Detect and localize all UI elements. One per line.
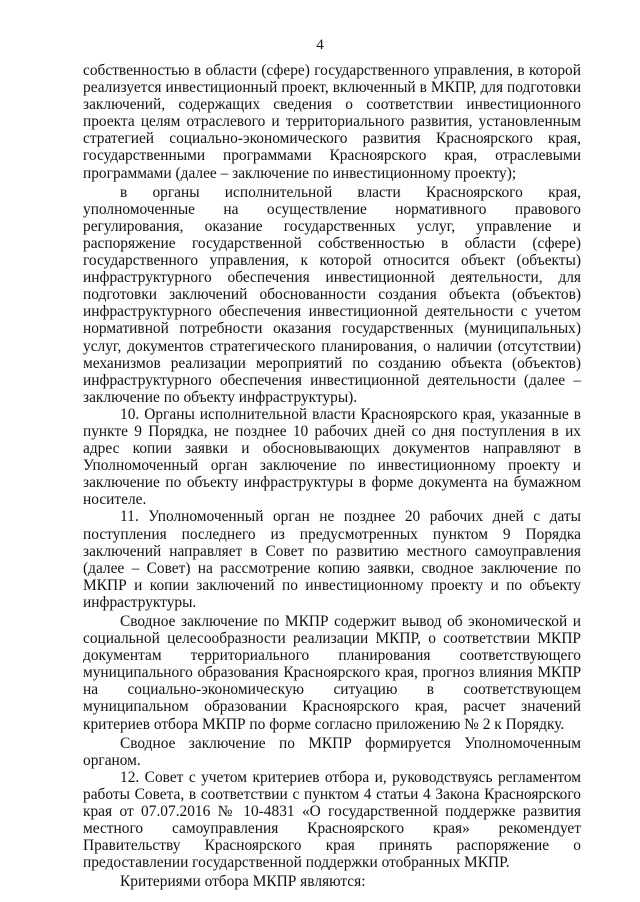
document-body	[83, 62, 581, 891]
paragraph-executive-bodies: в органы исполнительной власти Красноярского края, уполномоченные на осуществление нормативного правового регулирования, оказание государственных услуг, управление и распоряжение государственной собственностью в области (сфере) государственного управления, к которой относится объект (объекты) инфраструктурного обеспечения инвестиционной деятельности, для подготовки заключений обоснованности создания объекта (объектов) инфраструктурного обеспечения инвестиционной деятельности с учетом нормативной потребности оказания государственных (муниципальных) услуг, документов стратегического планирования, о наличии (отсутствии) механизмов реализации мероприятий по созданию объекта (объектов) инфраструктурного обеспечения инвестиционной деятельности (далее – заключение по объекту инфраструктуры).	[83, 183, 581, 406]
paragraph-clause-10: 10. Органы исполнительной власти Красноярского края, указанные в пункте 9 Порядка, не позднее 10 рабочих дней со дня поступления в их адрес копии заявки и обосновывающих документов направляют в Уполномоченный орган заключение по инвестиционному проекту и заключение по объекту инфраструктуры в форме документа на бумажном носителе.	[83, 405, 581, 509]
paragraph-continuation: собственностью в области (сфере) государственного управления, в которой реализуется инвестиционный проект, включенный в МКПР, для подготовки заключений, содержащих сведения о соответствии инвестиционного проекта целям отраслевого и территориального развития, установленным стратегией социально-экономического развития Красноярского края, государственными программами Красноярского края, отраслевыми программами (далее – заключение по инвестиционному проекту);	[83, 62, 581, 182]
paragraph-clause-11: 11. Уполномоченный орган не позднее 20 рабочих дней с даты поступления последнего из предусмотренных пунктом 9 Порядка заключений направляет в Совет по развитию местного самоуправления (далее – Совет) на рассмотрение копию заявки, сводное заключение по МКПР и копии заключений по инвестиционному проекту и по объекту инфраструктуры.	[83, 508, 581, 611]
paragraph-clause-12: 12. Совет с учетом критериев отбора и, руководствуясь регламентом работы Совета, в соответствии с пунктом 4 статьи 4 Закона Красноярского края от 07.07.2016 № 10-4831 «О государственной поддержке развития местного самоуправления Красноярского края» рекомендует Правительству Красноярского края принять распоряжение о предоставлении государственной поддержки отобранных МКПР.	[83, 768, 581, 872]
paragraph-summary-formed: Сводное заключение по МКПР формируется Уполномоченным органом.	[83, 734, 581, 769]
paragraph-criteria-intro: Критериями отбора МКПР являются:	[120, 873, 366, 891]
paragraph-summary-conclusion: Сводное заключение по МКПР содержит вывод об экономической и социальной целесообразности реализации МКПР, о соответствии МКПР документам территориального планирования соответствующего муниципального образования Красноярского края, прогноз влияния МКПР на социально-экономическую ситуацию в соответствующем муниципальном образовании Красноярского края, расчет значений критериев отбора МКПР по форме согласно приложению № 2 к Порядку.	[83, 613, 581, 733]
page-number: 4	[316, 37, 324, 53]
